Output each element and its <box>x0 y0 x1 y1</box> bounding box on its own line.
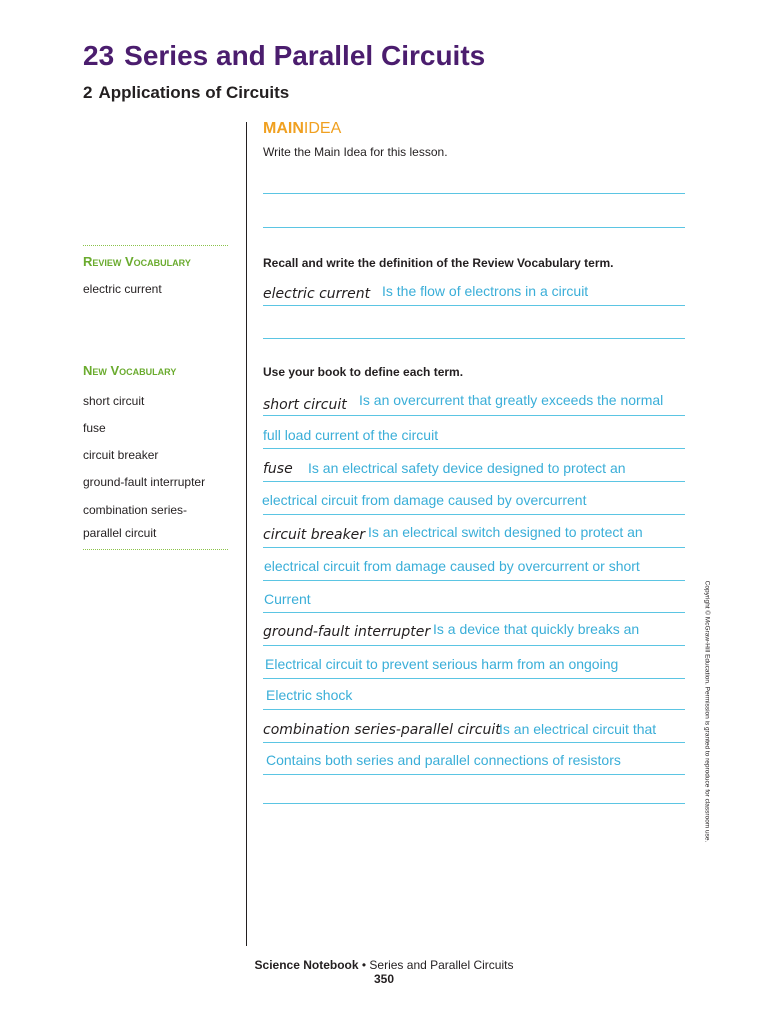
answer-line <box>263 645 685 646</box>
entry-term-fuse: fuse <box>263 461 293 477</box>
new-vocab-term: parallel circuit <box>83 526 157 540</box>
entry-answer-combination-series-parallel-circuit[interactable]: Is an electrical circuit that <box>499 721 657 737</box>
answer-line <box>263 742 685 743</box>
answer-line <box>263 305 685 306</box>
footer-chapter: Series and Parallel Circuits <box>369 958 514 972</box>
entry-answer-circuit-breaker[interactable]: Is an electrical switch designed to protect an <box>368 524 643 540</box>
main-idea-label-light: IDEA <box>303 120 342 137</box>
entry-answer-combination-series-parallel-circuit[interactable]: Contains both series and parallel connections of resistors <box>266 752 621 768</box>
entry-answer-short-circuit[interactable]: Is an overcurrent that greatly exceeds the normal <box>359 392 664 408</box>
lesson-title-text: Applications of Circuits <box>98 83 290 102</box>
copyright-text: Copyright © McGraw-Hill Education. Permission is granted to reproduce for classroom use. <box>703 580 711 843</box>
entry-answer-fuse[interactable]: electrical circuit from damage caused by overcurrent <box>262 492 587 508</box>
chapter-number: 23 <box>83 40 115 71</box>
answer-line <box>263 481 685 482</box>
answer-line <box>263 514 685 515</box>
dotted-divider <box>83 549 228 550</box>
entry-answer-ground-fault-interrupter[interactable]: Electric shock <box>266 687 353 703</box>
review-entry-answer[interactable]: Is the flow of electrons in a circuit <box>382 283 589 299</box>
main-idea-heading <box>263 120 341 138</box>
footer-separator: • <box>358 958 370 972</box>
answer-line <box>263 547 685 548</box>
new-vocab-term: circuit breaker <box>83 448 159 462</box>
answer-line <box>263 678 685 679</box>
new-vocab-term: fuse <box>83 421 106 435</box>
footer <box>0 958 768 972</box>
main-idea-line-1[interactable] <box>263 193 685 194</box>
dotted-divider <box>83 245 228 246</box>
review-instruction: Recall and write the definition of the Review Vocabulary term. <box>263 256 614 270</box>
entry-term-combination-series-parallel-circuit: combination series-parallel circuit <box>263 722 501 738</box>
lesson-title <box>83 83 289 103</box>
entry-answer-fuse[interactable]: Is an electrical safety device designed to protect an <box>308 460 626 476</box>
chapter-title <box>83 40 485 72</box>
entry-answer-ground-fault-interrupter[interactable]: Is a device that quickly breaks an <box>433 621 640 637</box>
entry-answer-circuit-breaker[interactable]: Current <box>264 591 311 607</box>
review-entry-term: electric current <box>263 286 371 302</box>
new-vocab-term: short circuit <box>83 394 145 408</box>
answer-line <box>263 612 685 613</box>
entry-answer-ground-fault-interrupter[interactable]: Electrical circuit to prevent serious harm from an ongoing <box>265 656 619 672</box>
answer-line <box>263 415 685 416</box>
page-number: 350 <box>373 972 395 986</box>
copyright-notice <box>702 558 712 868</box>
answer-line[interactable] <box>263 803 685 804</box>
main-idea-instruction: Write the Main Idea for this lesson. <box>263 145 448 159</box>
main-idea-line-2[interactable] <box>263 227 685 228</box>
entry-term-circuit-breaker: circuit breaker <box>263 527 366 543</box>
new-vocabulary-heading: New Vocabulary <box>83 363 177 378</box>
review-vocabulary-heading: Review Vocabulary <box>83 254 191 269</box>
answer-line <box>263 448 685 449</box>
new-vocab-term: combination series- <box>83 503 188 517</box>
chapter-title-text: Series and Parallel Circuits <box>124 40 486 71</box>
new-vocab-instruction: Use your book to define each term. <box>263 365 464 379</box>
column-divider <box>246 122 247 946</box>
entry-answer-circuit-breaker[interactable]: electrical circuit from damage caused by overcurrent or short <box>264 558 640 574</box>
entry-term-short-circuit: short circuit <box>263 397 347 413</box>
lesson-number: 2 <box>83 83 93 102</box>
answer-line <box>263 709 685 710</box>
answer-line[interactable] <box>263 338 685 339</box>
answer-line <box>263 580 685 581</box>
entry-answer-short-circuit[interactable]: full load current of the circuit <box>263 427 439 443</box>
entry-term-ground-fault-interrupter: ground-fault interrupter <box>263 624 431 640</box>
answer-line <box>263 774 685 775</box>
footer-book: Science Notebook <box>254 958 359 972</box>
new-vocab-term: ground-fault interrupter <box>83 475 206 489</box>
review-vocab-term: electric current <box>83 282 162 296</box>
main-idea-label-bold: MAIN <box>263 120 304 137</box>
